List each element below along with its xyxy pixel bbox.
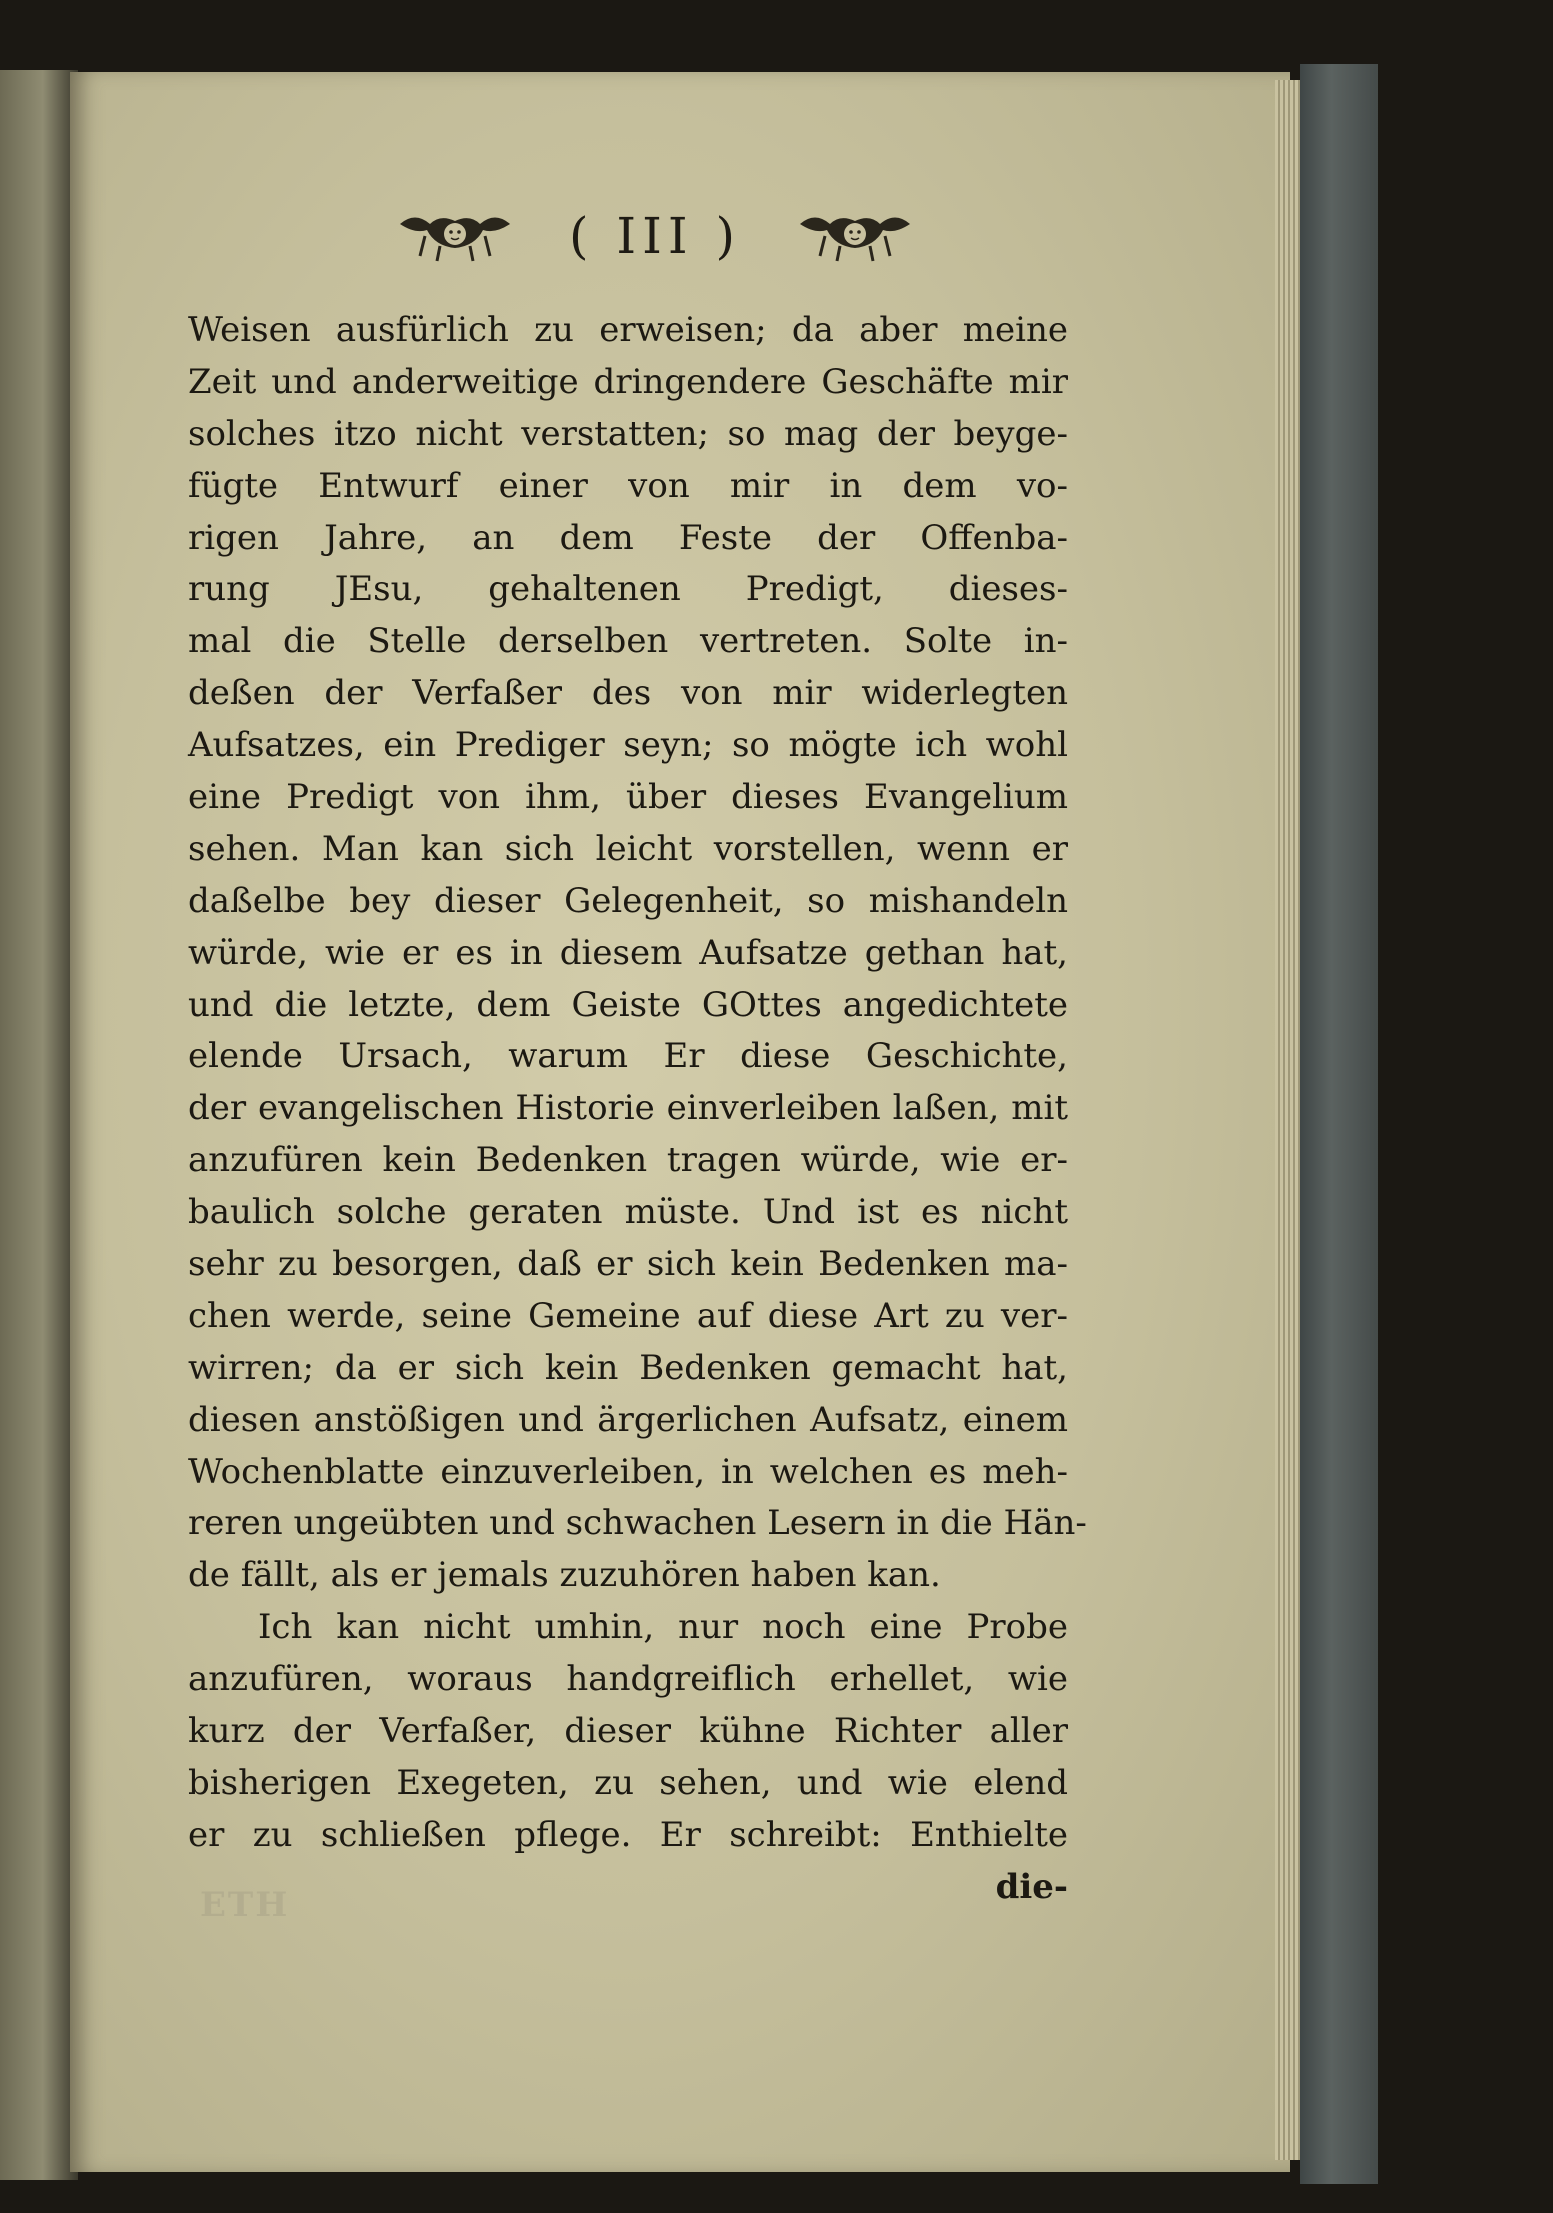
text-line: sehr zu besorgen, daß er sich kein Bedenken ma- <box>188 1244 1068 1285</box>
text-line: er zu schließen pflege. Er schreibt: Enthielte <box>188 1814 1068 1855</box>
page-header <box>395 196 915 276</box>
text-line: daßelbe bey dieser Gelegenheit, so mishandeln <box>188 880 1068 921</box>
text-line: der evangelischen Historie einverleiben laßen, mit <box>188 1088 1068 1129</box>
text-line: bisherigen Exegeten, zu sehen, und wie elend <box>188 1762 1068 1803</box>
text-line: chen werde, seine Gemeine auf diese Art zu ver- <box>188 1295 1068 1336</box>
text-line: sehen. Man kan sich leicht vorstellen, wenn er <box>188 828 1068 869</box>
text-line: deßen der Verfaßer des von mir widerlegten <box>188 673 1068 714</box>
text-line: diesen anstößigen und ärgerlichen Aufsatz, einem <box>188 1399 1068 1440</box>
text-line: reren ungeübten und schwachen Lesern in die Hän- <box>188 1503 1087 1544</box>
page-number: ( III ) <box>568 207 742 265</box>
text-line: anzufüren, woraus handgreiflich erhellet, wie <box>188 1659 1068 1700</box>
book-cover-edge <box>1300 64 1378 2184</box>
text-line: Weisen ausfürlich zu erweisen; da aber meine <box>188 310 1068 350</box>
text-line: rung JEsu, gehaltenen Predigt, dieses- <box>188 569 1068 610</box>
library-stamp: ETH <box>200 1885 290 1925</box>
catchword: die- <box>995 1866 1068 1907</box>
text-line: würde, wie er es in diesem Aufsatze gethan hat, <box>188 932 1068 973</box>
cherub-ornament-icon <box>795 206 915 266</box>
left-page-edge <box>0 70 78 2180</box>
text-line: baulich solche geraten müste. Und ist es nicht <box>188 1192 1068 1233</box>
text-line: und die letzte, dem Geiste GOttes angedichtete <box>188 984 1068 1025</box>
text-line: Aufsatzes, ein Prediger seyn; so mögte ich wohl <box>188 725 1068 766</box>
text-line: de fällt, als er jemals zuzuhören haben kan. <box>188 1555 941 1596</box>
text-line: eine Predigt von ihm, über dieses Evangelium <box>188 777 1068 818</box>
text-line: anzufüren kein Bedenken tragen würde, wie er- <box>188 1140 1068 1181</box>
text-line: kurz der Verfaßer, dieser kühne Richter aller <box>188 1711 1068 1752</box>
text-line: Zeit und anderweitige dringendere Geschäfte mir <box>188 361 1068 402</box>
text-line: Ich kan nicht umhin, nur noch eine Probe <box>258 1607 1068 1648</box>
text-line: wirren; da er sich kein Bedenken gemacht hat, <box>188 1347 1068 1388</box>
text-line: elende Ursach, warum Er diese Geschichte, <box>188 1036 1068 1077</box>
text-line: mal die Stelle derselben vertreten. Solte in- <box>188 621 1068 662</box>
text-line: solches itzo nicht verstatten; so mag der beyge- <box>188 413 1068 454</box>
text-line: Wochenblatte einzuverleiben, in welchen es meh- <box>188 1451 1068 1492</box>
text-line: rigen Jahre, an dem Feste der Offenba- <box>188 517 1068 558</box>
text-line: fügte Entwurf einer von mir in dem vo- <box>188 465 1068 506</box>
cherub-ornament-icon <box>395 206 515 266</box>
body-text <box>188 305 1087 1914</box>
